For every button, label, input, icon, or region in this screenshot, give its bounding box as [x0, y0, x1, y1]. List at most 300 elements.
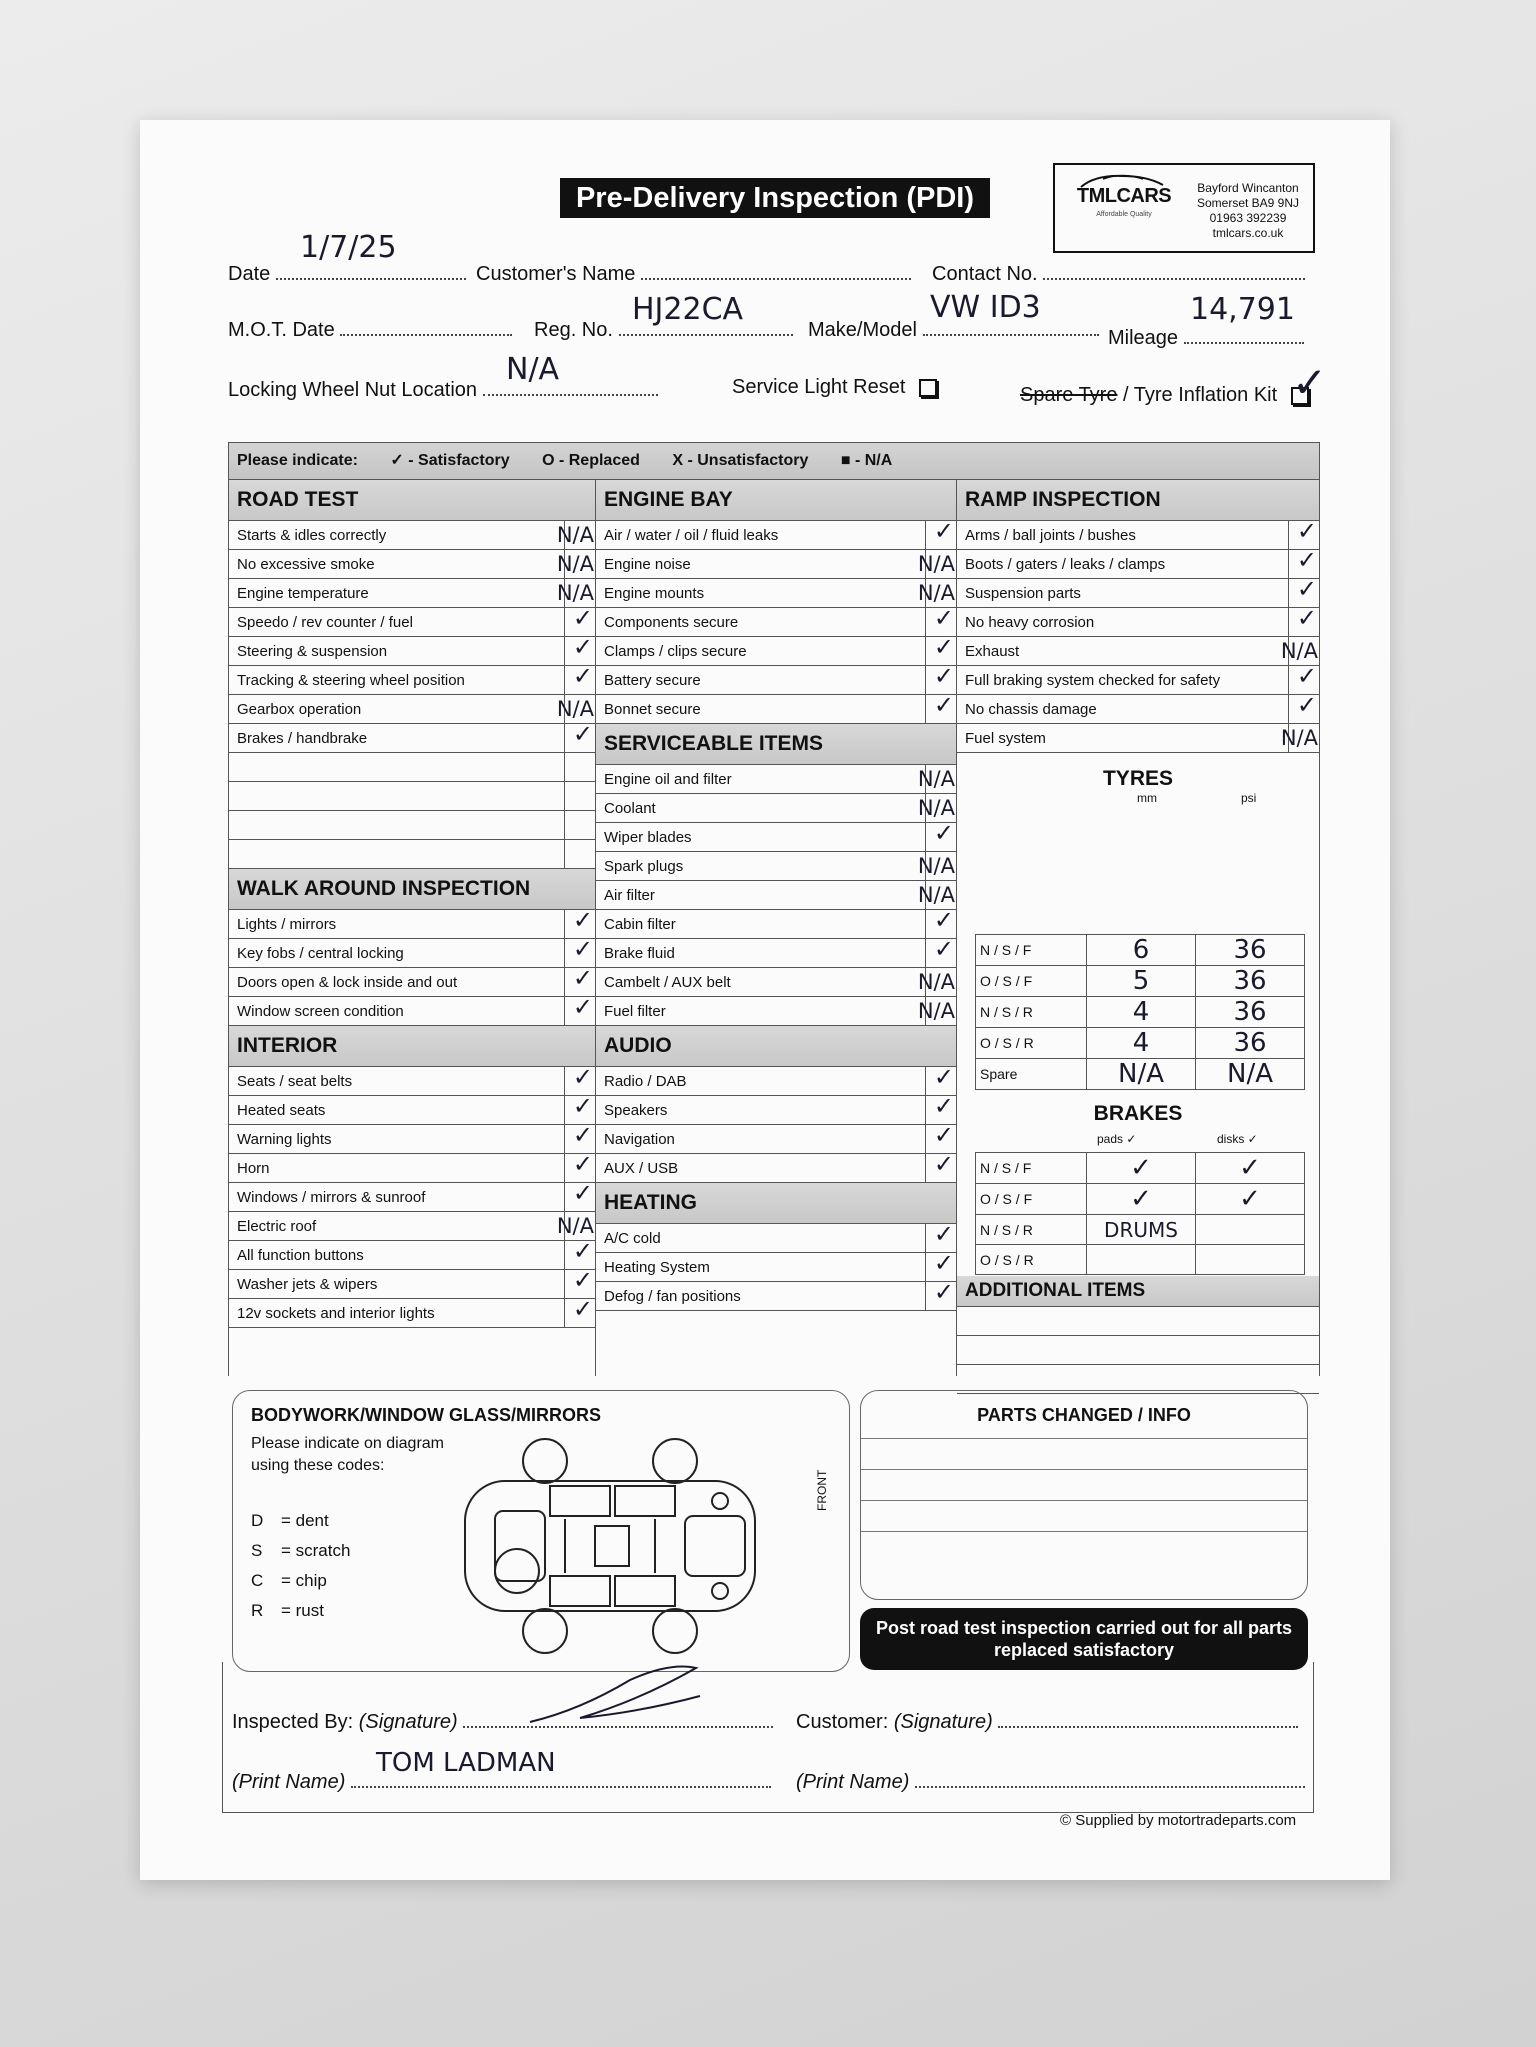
checklist-tick-cell[interactable]: [925, 633, 956, 665]
customer-signature-field[interactable]: [796, 1708, 1298, 1734]
check-mark: ✓: [572, 720, 593, 748]
mileage-field[interactable]: [1108, 324, 1304, 350]
ramp-inspection-heading: RAMP INSPECTION: [957, 480, 1319, 521]
brakes-pads-value[interactable]: [1087, 1245, 1196, 1275]
heating-heading: HEATING: [596, 1183, 956, 1224]
checklist-row[interactable]: [596, 662, 956, 695]
checklist-label: Brake fluid: [604, 945, 675, 962]
checklist-label: No chassis damage: [965, 701, 1097, 718]
checklist-tick-cell[interactable]: [917, 550, 956, 578]
additional-items-heading: ADDITIONAL ITEMS: [957, 1276, 1319, 1307]
checklist-tick-cell[interactable]: [564, 1121, 595, 1153]
check-mark: ✓: [572, 1266, 593, 1294]
checklist-row[interactable]: [596, 881, 956, 910]
na-mark: N/A: [917, 552, 955, 576]
checklist-row[interactable]: [957, 662, 1319, 695]
legend-satisfactory: ✓ - Satisfactory: [390, 452, 510, 469]
checklist-tick-cell[interactable]: [925, 517, 956, 549]
checklist-row[interactable]: [596, 1249, 956, 1282]
checklist-label: Heated seats: [237, 1102, 326, 1119]
check-mark: ✓: [933, 1092, 954, 1120]
tyres-row: [976, 935, 1305, 966]
check-mark: ✓: [933, 906, 954, 934]
checklist-row[interactable]: [229, 906, 595, 939]
checklist-label: Battery secure: [604, 672, 701, 689]
customer-print-name-label: (Print Name): [796, 1771, 910, 1793]
checklist-label: Full braking system checked for safety: [965, 672, 1221, 689]
na-mark: N/A: [917, 854, 955, 878]
checklist-row[interactable]: [596, 852, 956, 881]
checklist-tick-cell[interactable]: [564, 1179, 595, 1211]
brakes-disks-value[interactable]: ✓: [1196, 1184, 1305, 1215]
checklist-row[interactable]: [596, 1150, 956, 1183]
brakes-disks-value[interactable]: ✓: [1196, 1153, 1305, 1184]
mot-date-label: M.O.T. Date: [228, 319, 335, 341]
checklist-tick-cell[interactable]: [564, 935, 595, 967]
checklist-tick-cell[interactable]: [925, 1150, 956, 1182]
service-light-checkbox[interactable]: [919, 379, 937, 397]
checklist-row[interactable]: [596, 1063, 956, 1096]
checklist-label: Suspension parts: [965, 585, 1081, 602]
checklist-row[interactable]: [229, 521, 595, 550]
checklist-tick-cell[interactable]: [564, 1150, 595, 1182]
parts-line[interactable]: [861, 1531, 1307, 1562]
checklist-row[interactable]: [596, 550, 956, 579]
checklist-tick-cell[interactable]: [564, 1237, 595, 1269]
checklist-row[interactable]: [957, 575, 1319, 608]
checklist-label: Cabin filter: [604, 916, 676, 933]
checklist-row[interactable]: [596, 968, 956, 997]
tyres-mm-value[interactable]: 4: [1087, 1028, 1196, 1059]
checklist-tick-cell[interactable]: [925, 935, 956, 967]
code-row: C = chip: [251, 1571, 327, 1590]
customer-name-field[interactable]: [476, 260, 911, 286]
road-test-list: [229, 521, 595, 753]
na-mark: N/A: [556, 581, 594, 605]
parts-line[interactable]: [861, 1438, 1307, 1469]
checklist-tick-cell[interactable]: [917, 579, 956, 607]
position-label: O / S / F: [976, 1184, 1087, 1215]
brakes-disks-value[interactable]: [1196, 1215, 1305, 1245]
address-line: 01963 392239: [1209, 211, 1287, 225]
tyres-mm-value[interactable]: 6: [1087, 935, 1196, 966]
check-mark: ✓: [1296, 662, 1317, 690]
checklist-tick-cell[interactable]: [1288, 662, 1319, 694]
position-label: O / S / F: [976, 966, 1087, 997]
checklist-row[interactable]: [229, 579, 595, 608]
brakes-heading: BRAKES: [1093, 1102, 1183, 1125]
checklist-label: Wiper blades: [604, 829, 692, 846]
checklist-label: Steering & suspension: [237, 643, 388, 660]
additional-item-line[interactable]: [957, 1336, 1319, 1365]
checklist-tick-cell[interactable]: [1288, 691, 1319, 723]
brakes-row: [976, 1245, 1305, 1275]
car-diagram-icon[interactable]: [455, 1431, 785, 1661]
checklist-tick-cell[interactable]: [925, 662, 956, 694]
checklist-tick-cell[interactable]: [925, 819, 956, 851]
checklist-row[interactable]: [596, 819, 956, 852]
check-mark: ✓: [933, 935, 954, 963]
checklist-row[interactable]: [957, 604, 1319, 637]
na-mark: N/A: [917, 999, 955, 1023]
checklist-row[interactable]: [596, 765, 956, 794]
checklist-row[interactable]: [229, 1092, 595, 1125]
walk-around-list: [229, 906, 595, 1026]
tyres-mm-value[interactable]: 4: [1087, 997, 1196, 1028]
checklist-tick-cell[interactable]: [564, 662, 595, 694]
inspection-form: [140, 120, 1390, 1880]
checklist-tick-cell[interactable]: [925, 906, 956, 938]
brakes-row: [976, 1184, 1305, 1215]
checklist-label: Components secure: [604, 614, 739, 631]
checklist-tick-cell[interactable]: [564, 993, 595, 1025]
checklist-tick-cell[interactable]: [564, 1063, 595, 1095]
check-mark: ✓: [572, 662, 593, 690]
checklist-row[interactable]: [229, 1237, 595, 1270]
brakes-pads-value[interactable]: ✓: [1087, 1184, 1196, 1215]
bodywork-codes: [251, 1511, 350, 1631]
locking-wheel-nut-field[interactable]: [228, 376, 658, 402]
check-mark: ✓: [933, 604, 954, 632]
tyres-row: [976, 997, 1305, 1028]
legend-na: ■ - N/A: [840, 452, 893, 469]
na-mark: N/A: [1280, 639, 1318, 663]
check-mark: ✓: [933, 1150, 954, 1178]
checklist-row[interactable]: [957, 517, 1319, 550]
checklist-tick-cell[interactable]: [1288, 604, 1319, 636]
na-mark: N/A: [917, 581, 955, 605]
checklist-tick-cell[interactable]: [925, 1063, 956, 1095]
checklist-label: Coolant: [604, 800, 656, 817]
customer-signature-label: (Signature): [893, 1711, 993, 1733]
checklist-row[interactable]: [596, 935, 956, 968]
audio-heading: AUDIO: [596, 1026, 956, 1067]
position-label: N / S / R: [976, 997, 1087, 1028]
code-row: S = scratch: [251, 1541, 351, 1560]
check-mark: ✓: [933, 1121, 954, 1149]
checklist-row[interactable]: [229, 993, 595, 1026]
checklist-row[interactable]: [229, 662, 595, 695]
checklist-tick-cell[interactable]: [925, 1092, 956, 1124]
check-mark: ✓: [572, 1295, 593, 1323]
checklist-row[interactable]: [229, 1150, 595, 1183]
checklist-row[interactable]: [229, 720, 595, 753]
checklist-row[interactable]: [957, 724, 1319, 753]
tyres-mm-value[interactable]: 5: [1087, 966, 1196, 997]
locking-wheel-nut-value: N/A: [506, 352, 560, 387]
brakes-pads-value[interactable]: ✓: [1087, 1153, 1196, 1184]
brakes-pads-value[interactable]: DRUMS: [1087, 1215, 1196, 1245]
position-label: N / S / F: [976, 935, 1087, 966]
tyres-psi-value[interactable]: N/A: [1196, 1059, 1305, 1090]
column-middle: [595, 480, 957, 1376]
checklist-tick-cell[interactable]: [556, 550, 595, 578]
additional-item-line[interactable]: [957, 1307, 1319, 1336]
checklist-tick-cell[interactable]: [556, 521, 595, 549]
check-mark: ✓: [933, 1220, 954, 1248]
reg-label: Reg. No.: [534, 319, 613, 341]
service-light-field[interactable]: [732, 376, 937, 399]
contact-field[interactable]: [932, 260, 1305, 286]
tyre-kit-label: / Tyre Inflation Kit: [1117, 384, 1278, 406]
checklist-label: Engine noise: [604, 556, 691, 573]
legend-unsatisfactory: X - Unsatisfactory: [672, 452, 809, 469]
checklist-label: No excessive smoke: [237, 556, 375, 573]
legend-please: Please indicate:: [237, 452, 358, 469]
checklist-tick-cell[interactable]: [556, 579, 595, 607]
check-mark: ✓: [933, 691, 954, 719]
interior-list: [229, 1063, 595, 1328]
checklist-row[interactable]: [596, 906, 956, 939]
checklist-row[interactable]: [596, 633, 956, 666]
na-mark: N/A: [917, 883, 955, 907]
checklist-label: 12v sockets and interior lights: [237, 1305, 435, 1322]
checklist-label: Warning lights: [237, 1131, 332, 1148]
check-mark: ✓: [1296, 517, 1317, 545]
checklist-tick-cell[interactable]: [1288, 517, 1319, 549]
checklist-row[interactable]: [596, 604, 956, 637]
checklist-label: AUX / USB: [604, 1160, 679, 1177]
check-mark: ✓: [572, 1179, 593, 1207]
checklist-row[interactable]: [957, 691, 1319, 724]
checklist-row[interactable]: [229, 1121, 595, 1154]
check-mark: ✓: [1296, 575, 1317, 603]
checklist-tick-cell[interactable]: [925, 1249, 956, 1281]
tyres-mm-value[interactable]: N/A: [1087, 1059, 1196, 1090]
check-mark: ✓: [933, 662, 954, 690]
checklist-row[interactable]: [957, 546, 1319, 579]
tyres-heading: TYRES: [1102, 767, 1173, 790]
checklist-row[interactable]: [229, 633, 595, 666]
checklist-row[interactable]: [596, 1220, 956, 1253]
tyres-psi-value[interactable]: 36: [1196, 935, 1305, 966]
customer-name-label: Customer's Name: [476, 263, 636, 285]
column-right: [956, 480, 1320, 1376]
checklist-tick-cell[interactable]: [917, 968, 956, 996]
checklist-label: Exhaust: [965, 643, 1020, 660]
tyres-table: [975, 934, 1305, 1090]
na-mark: N/A: [556, 552, 594, 576]
checklist-tick-cell[interactable]: [564, 906, 595, 938]
checklist-tick-cell[interactable]: [564, 604, 595, 636]
checklist-label: Windows / mirrors & sunroof: [237, 1189, 426, 1206]
checklist-label: Speedo / rev counter / fuel: [237, 614, 413, 631]
check-mark: ✓: [572, 906, 593, 934]
brakes-pads-label: pads ✓: [1097, 1132, 1137, 1146]
na-mark: N/A: [556, 523, 594, 547]
checklist-row[interactable]: [596, 691, 956, 724]
tyres-psi-value[interactable]: 36: [1196, 997, 1305, 1028]
checklist-tick-cell[interactable]: [1288, 546, 1319, 578]
checklist-row[interactable]: [957, 637, 1319, 666]
engine-bay-heading: ENGINE BAY: [596, 480, 956, 521]
parts-line[interactable]: [861, 1469, 1307, 1500]
checklist-tick-cell[interactable]: [925, 1220, 956, 1252]
check-mark: ✓: [572, 604, 593, 632]
check-mark: ✓: [572, 1237, 593, 1265]
checklist-tick-cell[interactable]: [917, 997, 956, 1025]
checklist-tick-cell[interactable]: [564, 720, 595, 752]
tyres-psi-value[interactable]: 36: [1196, 966, 1305, 997]
checklist-tick-cell[interactable]: [564, 1266, 595, 1298]
check-mark: ✓: [1296, 604, 1317, 632]
address-line: tmlcars.co.uk: [1212, 226, 1284, 240]
legend-bar: [228, 442, 1320, 480]
check-mark: ✓: [933, 819, 954, 847]
na-mark: N/A: [917, 796, 955, 820]
position-label: O / S / R: [976, 1028, 1087, 1059]
tyres-rows: [976, 935, 1305, 1090]
checklist-row[interactable]: [596, 794, 956, 823]
serviceable-items-heading: SERVICEABLE ITEMS: [596, 724, 956, 765]
parts-changed-panel: [860, 1390, 1308, 1600]
checklist-label: Key fobs / central locking: [237, 945, 404, 962]
checklist-tick-cell[interactable]: [925, 604, 956, 636]
checklist-row[interactable]: [229, 935, 595, 968]
checklist-tick-cell[interactable]: [556, 1212, 595, 1240]
checklist-tick-cell[interactable]: [917, 765, 956, 793]
checklist-row[interactable]: [596, 1121, 956, 1154]
checklist-label: Engine oil and filter: [604, 771, 732, 788]
checklist-label: No heavy corrosion: [965, 614, 1095, 631]
customer-label: Customer:: [796, 1711, 889, 1733]
checklist-tick-cell[interactable]: [564, 964, 595, 996]
check-mark: ✓: [933, 1249, 954, 1277]
checklist-tick-cell[interactable]: [1280, 637, 1319, 665]
checklist-row[interactable]: [596, 1092, 956, 1125]
check-mark: ✓: [572, 1063, 593, 1091]
na-mark: N/A: [556, 1214, 594, 1238]
walk-around-heading: WALK AROUND INSPECTION: [229, 869, 595, 910]
checklist-tick-cell[interactable]: [564, 1092, 595, 1124]
mileage-label: Mileage: [1108, 327, 1179, 349]
checklist-row[interactable]: [229, 695, 595, 724]
tyre-kit-mark: ✓: [1292, 358, 1328, 407]
address-line: Somerset BA9 9NJ: [1196, 196, 1300, 210]
checklist-label: Horn: [237, 1160, 270, 1177]
check-mark: ✓: [1296, 691, 1317, 719]
checklist-label: Cambelt / AUX belt: [604, 974, 731, 991]
ramp-inspection-list: [957, 517, 1319, 753]
tyres-row: [976, 1059, 1305, 1090]
checklist-row[interactable]: [229, 1295, 595, 1328]
checklist-tick-cell[interactable]: [917, 852, 956, 880]
checklist-tick-cell[interactable]: [917, 794, 956, 822]
checklist-tick-cell[interactable]: [564, 1295, 595, 1327]
checklist-label: Doors open & lock inside and out: [237, 974, 458, 991]
checklist-label: Engine temperature: [237, 585, 369, 602]
interior-heading: INTERIOR: [229, 1026, 595, 1067]
check-mark: ✓: [572, 993, 593, 1021]
check-mark: ✓: [572, 633, 593, 661]
spare-tyre-label: Spare Tyre: [1020, 384, 1118, 406]
customer-print-name-field[interactable]: [796, 1768, 1305, 1794]
inspector-print-name: TOM LADMAN: [376, 1748, 556, 1778]
brakes-disks-value[interactable]: [1196, 1245, 1305, 1275]
checklist-label: Radio / DAB: [604, 1073, 687, 1090]
checklist-label: Boots / gaters / leaks / clamps: [965, 556, 1166, 573]
na-mark: N/A: [556, 697, 594, 721]
check-mark: ✓: [933, 1278, 954, 1306]
bodywork-instruction: Please indicate on diagram using these codes:: [251, 1435, 445, 1474]
parts-changed-heading: PARTS CHANGED / INFO: [977, 1405, 1191, 1425]
checklist-tick-cell[interactable]: [925, 691, 956, 723]
checklist-label: Gearbox operation: [237, 701, 362, 718]
checklist-row[interactable]: [229, 964, 595, 997]
bodywork-panel: [232, 1390, 850, 1672]
checklist-row[interactable]: [229, 604, 595, 637]
checklist-tick-cell[interactable]: [917, 881, 956, 909]
checklist-row[interactable]: [229, 1063, 595, 1096]
brakes-rows: [976, 1153, 1305, 1275]
checklist-tick-cell[interactable]: [564, 633, 595, 665]
logo-brand: TMLCARS: [1076, 185, 1172, 207]
dealer-logo: [1053, 163, 1315, 253]
audio-list: [596, 1063, 956, 1183]
print-name-label: (Print Name): [232, 1771, 346, 1793]
parts-line[interactable]: [861, 1500, 1307, 1531]
additional-items-section: [957, 1276, 1319, 1394]
checklist-tick-cell[interactable]: [556, 695, 595, 723]
checklist-label: Engine mounts: [604, 585, 705, 602]
checklist-label: All function buttons: [237, 1247, 364, 1264]
checklist-tick-cell[interactable]: [925, 1121, 956, 1153]
front-label: FRONT: [815, 1469, 829, 1511]
checklist-label: Starts & idles correctly: [237, 527, 387, 544]
checklist-row[interactable]: [229, 550, 595, 579]
service-light-label: Service Light Reset: [732, 376, 906, 398]
address-line: Bayford Wincanton: [1197, 181, 1299, 195]
inspector-signature-icon: [520, 1660, 710, 1730]
engine-bay-list: [596, 517, 956, 724]
checklist-row[interactable]: [229, 1179, 595, 1212]
check-mark: ✓: [1296, 546, 1317, 574]
tyres-psi-value[interactable]: 36: [1196, 1028, 1305, 1059]
tyres-row: [976, 1028, 1305, 1059]
checklist-label: Seats / seat belts: [237, 1073, 353, 1090]
checklist-label: Tracking & steering wheel position: [237, 672, 465, 689]
copyright-note: © Supplied by motortradeparts.com: [1060, 1812, 1297, 1829]
tyres-psi-label: psi: [1241, 791, 1257, 805]
checklist-label: Lights / mirrors: [237, 916, 337, 933]
brakes-row: [976, 1153, 1305, 1184]
checklist-tick-cell[interactable]: [1280, 724, 1319, 752]
mot-date-field[interactable]: [228, 316, 512, 342]
checklist-label: Window screen condition: [237, 1003, 404, 1020]
checklist-row[interactable]: [229, 1266, 595, 1299]
check-mark: ✓: [933, 517, 954, 545]
tyres-mm-label: mm: [1137, 791, 1157, 805]
logo-tagline: Affordable Quality: [1096, 211, 1152, 218]
checklist-row[interactable]: [596, 1278, 956, 1311]
checklist-label: Heating System: [604, 1259, 710, 1276]
checklist-label: Bonnet secure: [604, 701, 701, 718]
checklist-label: Fuel filter: [604, 1003, 666, 1020]
heating-list: [596, 1220, 956, 1311]
locking-wheel-nut-label: Locking Wheel Nut Location: [228, 379, 478, 401]
mileage-value: 14,791: [1190, 292, 1295, 327]
dealer-address: [1187, 181, 1309, 241]
spare-tyre-field[interactable]: [1020, 384, 1309, 407]
legend-replaced: O - Replaced: [542, 452, 640, 469]
checklist-tick-cell[interactable]: [1288, 575, 1319, 607]
checklist-row[interactable]: [596, 579, 956, 608]
serviceable-items-list: [596, 765, 956, 1026]
checklist-row[interactable]: [596, 517, 956, 550]
checklist-tick-cell[interactable]: [925, 1278, 956, 1310]
checklist-row[interactable]: [596, 997, 956, 1026]
checklist-row[interactable]: [229, 1212, 595, 1241]
